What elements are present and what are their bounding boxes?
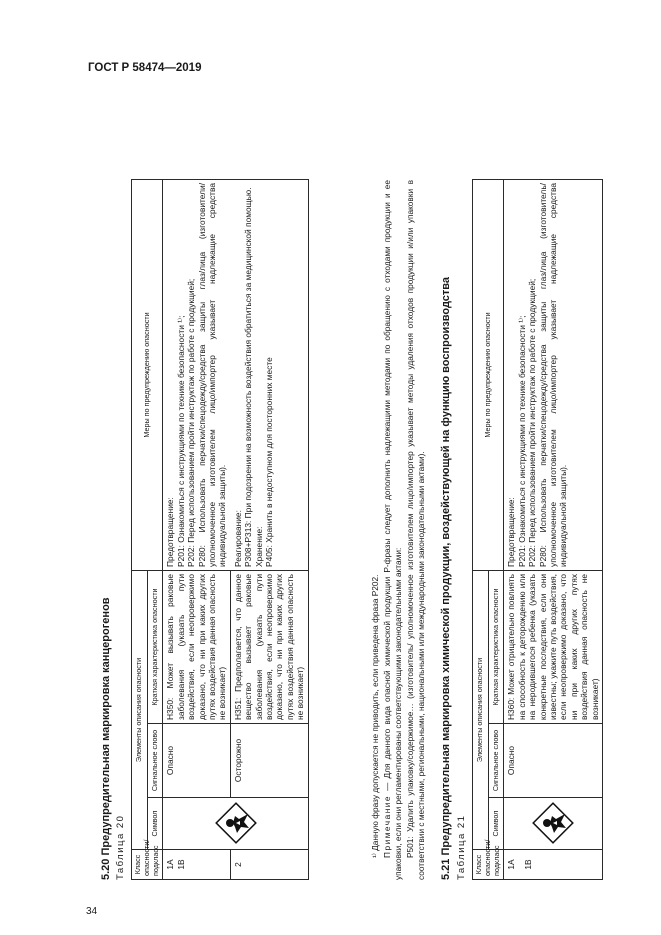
health-hazard-icon bbox=[532, 803, 574, 845]
document-header: ГОСТ Р 58474—2019 bbox=[88, 62, 202, 74]
storage-title: Хранение: bbox=[253, 526, 264, 567]
class-label: 1А bbox=[506, 859, 517, 870]
footnote: ¹⁾ Данную фразу допускается не приводить, если приведена фраза Р202. bbox=[370, 574, 380, 858]
symbol-cell bbox=[163, 798, 308, 850]
header-signal: Сигнальное слово bbox=[147, 724, 163, 798]
header-elements: Элементы описания опасности bbox=[473, 570, 489, 849]
note bbox=[382, 180, 403, 880]
table-21 bbox=[472, 179, 603, 880]
measure-p501: Р501: Удалить упаковку/содержимое… (изготовитель/ уполномоченное изготовителем лицо/импортер указывает методы удаления отходов продукции и/или упаковки в соответствии с местными, региональными, национальными или международными законодательными актами). bbox=[405, 180, 426, 880]
note-text: — Для данного вида опасной химической продукции Р-фразы следует дополнить надлежащими методами по обращению с отходами продукции и ее упаковки, если они регламентированы соответствующими законодательными актами: bbox=[382, 180, 403, 880]
section-521-title: 5.21 Предупредительная маркировка химической продукции, воздействующей на функцию воспроизводства bbox=[440, 276, 452, 880]
table-21-header-row bbox=[473, 179, 489, 879]
class-cell bbox=[163, 850, 230, 880]
hazard-statement-h351: Н351: Предполагается, что данное вещество вызывает раковые заболевания (указать пути воздействия, если неопровержимо доказано, что ни при каких других путях воздействия данная опасность не возникает) bbox=[230, 570, 308, 723]
header-measures: Меры по предупреждению опасности bbox=[473, 179, 504, 570]
class-cell: 2 bbox=[230, 850, 308, 880]
symbol-cell bbox=[504, 798, 603, 850]
measure-p201: Р201: Ознакомиться с инструкциями по технике безопасности ¹⁾; bbox=[516, 315, 527, 567]
class-label: 1А bbox=[165, 859, 176, 870]
table-20-header-row bbox=[132, 179, 148, 879]
hazard-statement-h360: Н360: Может отрицательно повлиять на способность к деторождению или на неродившегося ребенка (указать конкретные последствия, если они известны; укажите путь воздействия, если неопровержимо доказано, что ни при каких других путях воздействия данная опасность не возникает) bbox=[504, 570, 603, 723]
signal-word-cell: Опасно bbox=[163, 724, 230, 798]
page-number: 34 bbox=[86, 906, 98, 917]
measure-p202: Р202: Перед использованием пройти инструктаж по работе с продукцией; bbox=[527, 278, 538, 567]
rotated-page-content bbox=[100, 180, 660, 880]
header-measures: Меры по предупреждению опасности bbox=[132, 179, 163, 570]
header-symbol: Символ bbox=[147, 798, 163, 850]
table-row bbox=[163, 179, 230, 879]
measure-p405: Р405: Хранить в недоступном для посторонних месте bbox=[264, 357, 275, 567]
table-row bbox=[504, 179, 603, 879]
response-title: Реагирование: bbox=[232, 510, 243, 567]
header-short: Краткая характеристика опасности bbox=[488, 570, 504, 723]
measures-cell bbox=[163, 179, 308, 570]
hazard-statement-h350: Н350: Может вызывать раковые заболевания (указать пути воздействия, если неопровержимо доказано, что ни при каких других путях воздействия данная опасность не возникает) bbox=[163, 570, 230, 723]
signal-word-cell: Опасно bbox=[504, 724, 603, 798]
prevention-title: Предотвращение: bbox=[165, 497, 176, 567]
measure-p201: Р201: Ознакомиться с инструкциями по технике безопасности ¹⁾; bbox=[175, 315, 186, 567]
class-cell bbox=[504, 850, 603, 880]
measure-p280: Р280: Использовать перчатки/спецодежду/средства защиты глаз/лица (изготовители/ уполномоченное изготовителем лицо/импортер указывает надлежащие средства индивидуальной защиты). bbox=[196, 182, 228, 567]
measure-p202: Р202: Перед использованием пройти инструктаж по работе с продукцией; bbox=[186, 278, 197, 567]
measure-p308: Р308+Р313: При подозрении на возможность воздействия обратиться за медицинской помощью. bbox=[243, 187, 254, 567]
class-label: 1В bbox=[175, 859, 186, 870]
header-short: Краткая характеристика опасности bbox=[147, 570, 163, 723]
health-hazard-icon bbox=[215, 803, 257, 845]
header-elements: Элементы описания опасности bbox=[132, 570, 148, 849]
header-signal: Сигнальное слово bbox=[488, 724, 504, 798]
header-class: Класс опасности/ подкласс bbox=[473, 850, 504, 880]
header-symbol: Символ bbox=[488, 798, 504, 850]
class-label: 1В bbox=[522, 859, 533, 870]
prevention-title: Предотвращение: bbox=[506, 497, 517, 567]
table-20 bbox=[131, 179, 309, 880]
table-20-notes bbox=[370, 180, 428, 880]
header-class: Класс опасности/ подкласс bbox=[132, 850, 163, 880]
table-21-caption: Таблица 21 bbox=[456, 814, 467, 880]
note-label: Примечание bbox=[382, 794, 393, 858]
measure-p280: Р280: Использовать перчатки/спецодежду/средства защиты глаз/лица (изготовитель/ уполномоченное изготовителем лицо/импортер указывает надлежащие средства индивидуальной защиты). bbox=[537, 182, 569, 567]
measures-cell bbox=[504, 179, 603, 570]
table-20-caption: Таблица 20 bbox=[115, 814, 126, 880]
section-520-title: 5.20 Предупредительная маркировка канцерогенов bbox=[100, 597, 112, 880]
signal-word-cell: Осторожно bbox=[230, 724, 308, 798]
